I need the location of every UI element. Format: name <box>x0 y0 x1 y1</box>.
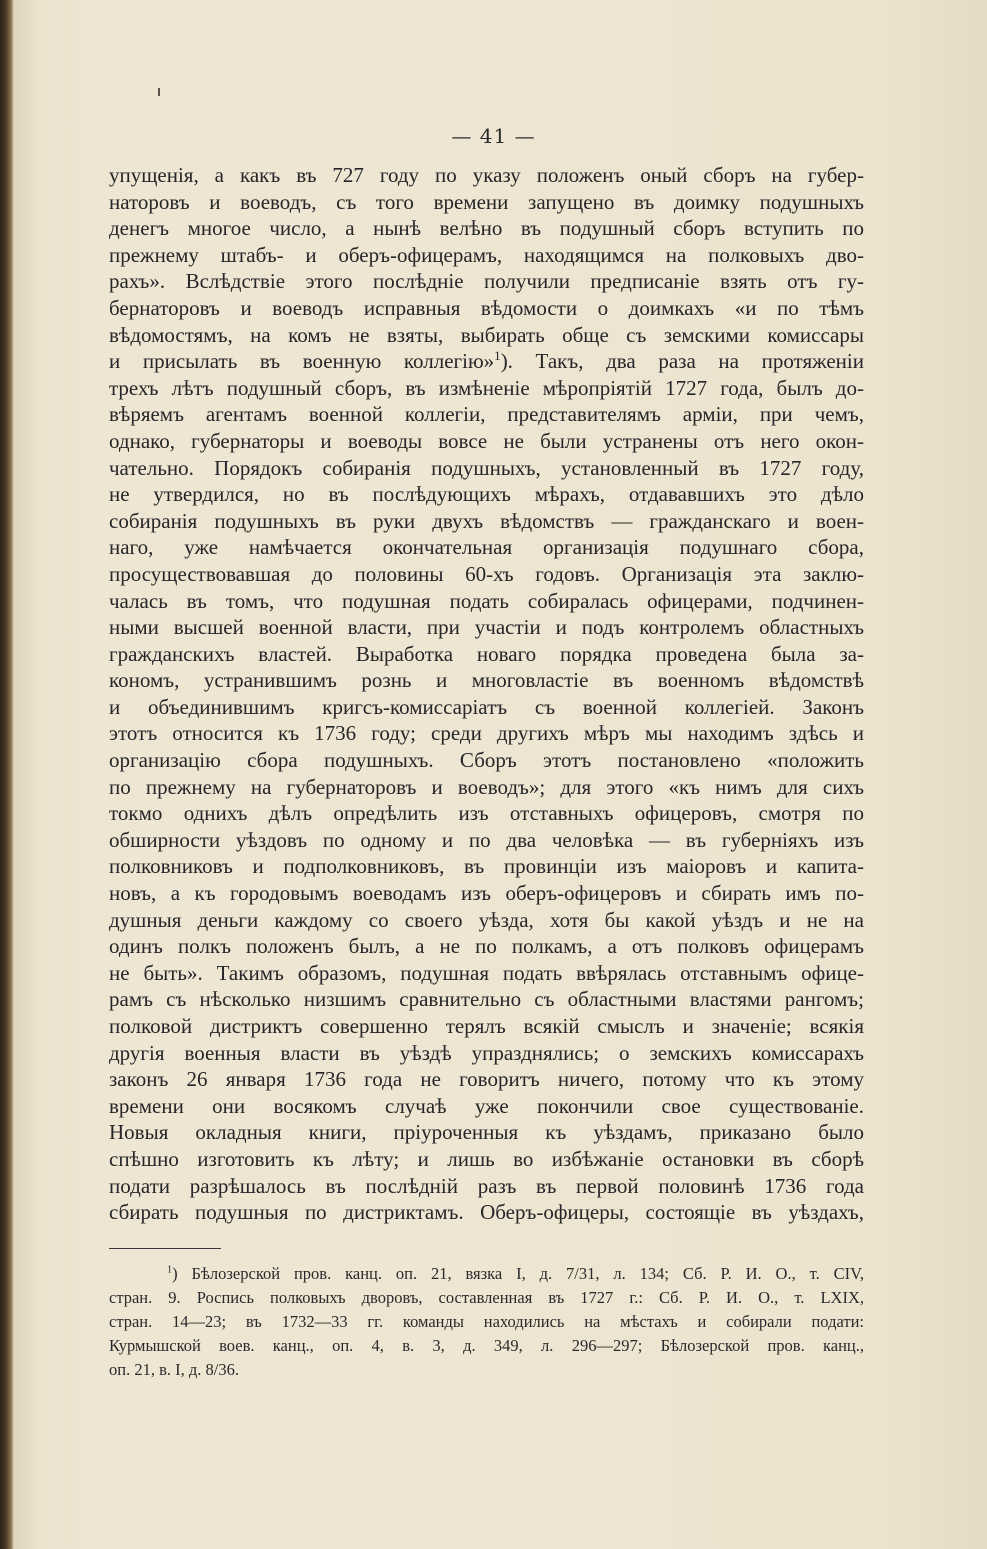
text-line: вѣдомостямъ, на комъ не взяты, выбирать обще съ земскими комиссары <box>109 322 864 347</box>
text-line: и объединившимъ кригсъ-комиссаріатъ съ военной коллегіей. Законъ <box>109 694 864 719</box>
text-line: этотъ относится къ 1736 году; среди другихъ мѣръ мы находимъ здѣсь и <box>109 721 864 746</box>
text-line: упущенія, а какъ въ 727 году по указу положенъ оный сборъ на губер- <box>109 163 864 187</box>
footnote-line <box>109 1262 864 1286</box>
text-line: подати разрѣшалось въ послѣдній разъ въ первой половинѣ 1736 года <box>109 1173 864 1198</box>
text-line: кономъ, устранившимъ рознь и многовластіе въ военномъ вѣдомствѣ <box>109 668 864 693</box>
text-line: бернаторовъ и воеводъ исправныя вѣдомости о доимкахъ «и по тѣмъ <box>109 295 864 320</box>
book-binding-edge <box>0 0 14 1549</box>
text-line: душныя деньги каждому со своего уѣзда, хотя бы какой уѣздъ и не на <box>109 907 864 932</box>
text-line: обширности уѣздовъ по одному и по два человѣка — въ губерніяхъ изъ <box>109 827 864 852</box>
text-line: чалась въ томъ, что подушная подать собиралась офицерами, подчинен- <box>109 588 864 613</box>
footnotes <box>109 1262 864 1382</box>
page-number-header: — 41 — <box>451 124 536 148</box>
footnote-line: стран. 9. Роспись полковыхъ дворовъ, составленная въ 1727 г.: Сб. Р. И. О., т. LXIX, <box>109 1288 864 1307</box>
text-line: ными высшей военной власти, при участіи и подъ контролемъ областныхъ <box>109 615 864 640</box>
text-line: вѣряемъ агентамъ военной коллегіи, представителямъ арміи, при чемъ, <box>109 402 864 427</box>
text-line: собиранія подушныхъ въ руки двухъ вѣдомствъ — гражданскаго и воен- <box>109 508 864 533</box>
text-line: гражданскихъ властей. Выработка новаго порядка проведена была за- <box>109 641 864 666</box>
footnote-line: оп. 21, в. I, д. 8/36. <box>109 1360 239 1379</box>
text-line: наторовъ и воеводъ, съ того времени запущено въ доимку подушныхъ <box>109 189 864 214</box>
text-line: Новыя окладныя книги, пріуроченныя къ уѣздамъ, приказано было <box>109 1120 864 1145</box>
footnote-line: стран. 14—23; въ 1732—33 гг. команды находились на мѣстахъ и собирали подати: <box>109 1312 864 1331</box>
ink-speck <box>158 88 160 96</box>
text-line: чательно. Порядокъ собиранія подушныхъ, установленный въ 1727 году, <box>109 455 864 480</box>
text-line: просуществовавшая до половины 60-хъ годовъ. Организація эта заклю- <box>109 561 864 586</box>
main-text <box>109 162 864 1226</box>
text-line: прежнему штабъ- и оберъ-офицерамъ, находящимся на полковыхъ дво- <box>109 242 864 267</box>
text-line-with-footnote-ref <box>109 348 864 375</box>
text-line: денегъ многое число, а нынѣ велѣно въ подушный сборъ вступить по <box>109 216 864 241</box>
text-line-start: и присылать въ военную коллегію» <box>109 349 495 374</box>
text-line: организацію сбора подушныхъ. Сборъ этотъ постановлено «положить <box>109 748 864 773</box>
text-line: трехъ лѣтъ подушный сборъ, въ измѣненіе мѣропріятій 1727 года, былъ до- <box>109 375 864 400</box>
footnote-marker: 1 <box>167 1264 173 1276</box>
text-line: новъ, а къ городовымъ воеводамъ изъ оберъ-офицеровъ и сбирать имъ по- <box>109 881 864 906</box>
text-line: не быть». Такимъ образомъ, подушная подать ввѣрялась отставнымъ офице- <box>109 960 864 985</box>
text-line: рамъ съ нѣсколько низшимъ сравнительно съ областными властями рангомъ; <box>109 987 864 1012</box>
text-line-tail: ). Такъ, два раза на протяженіи <box>500 349 864 374</box>
text-line: сбирать подушныя по дистриктамъ. Оберъ-офицеры, состоящіе въ уѣздахъ, <box>109 1200 864 1225</box>
text-line: другія военныя власти въ уѣздѣ упразднялись; о земскихъ комиссарахъ <box>109 1040 864 1065</box>
footnote-line: Курмышской воев. канц., оп. 4, в. 3, д. 349, л. 296—297; Бѣлозерской пров. канц., <box>109 1336 864 1355</box>
text-line: одинъ полкъ положенъ былъ, а не по полкамъ, а отъ полковъ офицерамъ <box>109 934 864 959</box>
text-line: полковой дистриктъ совершенно терялъ всякій смыслъ и значеніе; всякія <box>109 1014 864 1038</box>
footnote-divider <box>109 1248 221 1249</box>
text-line: времени они восякомъ случаѣ уже покончили свое существованіе. <box>109 1093 864 1118</box>
footnote-text: ) Бѣлозерской пров. канц. оп. 21, вязка I, д. 7/31, л. 134; Сб. Р. И. О., т. CIV, <box>172 1264 864 1283</box>
text-line: рахъ». Вслѣдствіе этого послѣдніе получили предписаніе взять отъ гу- <box>109 269 864 294</box>
text-line: полковниковъ и подполковниковъ, въ провинціи изъ маіоровъ и капита- <box>109 854 864 879</box>
footnote-ref-marker: 1 <box>494 348 501 364</box>
text-line: законъ 26 января 1736 года не говоритъ ничего, потому что къ этому <box>109 1067 864 1092</box>
text-line: не утвердился, но въ послѣдующихъ мѣрахъ, отдававшихъ это дѣло <box>109 482 864 507</box>
text-line: по прежнему на губернаторовъ и воеводъ»; для этого «къ нимъ для сихъ <box>109 774 864 799</box>
text-line: наго, уже намѣчается окончательная организація подушнаго сбора, <box>109 535 864 560</box>
text-line: спѣшно изготовить къ лѣту; и лишь во избѣжаніе остановки въ сборѣ <box>109 1146 864 1171</box>
text-line: однако, губернаторы и воеводы вовсе не были устранены отъ него окон- <box>109 428 864 453</box>
text-line: токмо однихъ дѣлъ опредѣлить изъ отставныхъ офицеровъ, смотря по <box>109 801 864 826</box>
